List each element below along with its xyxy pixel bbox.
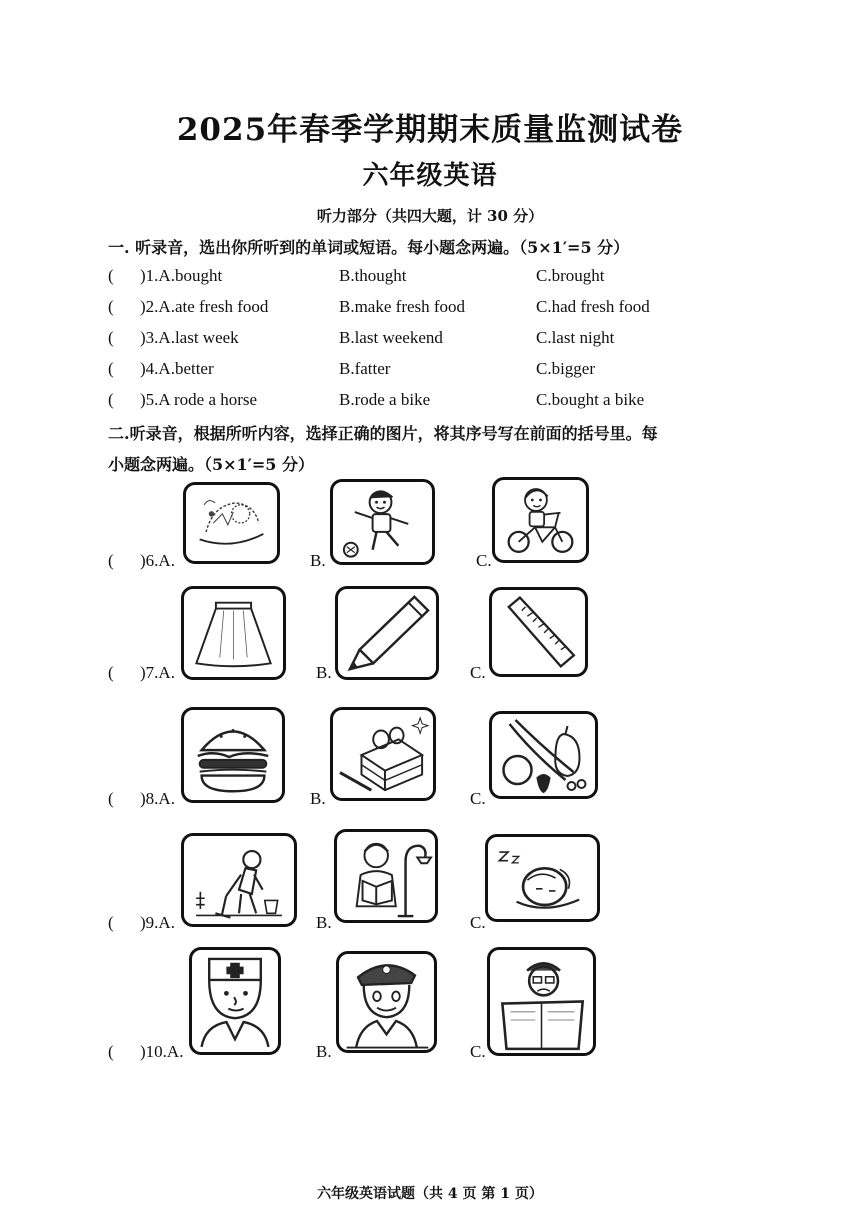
option-c-label: C.	[470, 789, 486, 808]
option-b: B.make fresh food	[339, 297, 466, 316]
option-c-label: C.	[470, 913, 486, 932]
answer-paren[interactable]: (	[108, 1042, 114, 1061]
answer-paren[interactable]: (	[108, 913, 114, 932]
option-a-label: )8.A.	[140, 789, 175, 808]
option-c: C.brought	[536, 266, 605, 285]
boy-sleeping-icon[interactable]	[485, 834, 600, 922]
answer-paren[interactable]: (	[108, 297, 114, 316]
exam-subtitle: 六年级英语	[362, 161, 498, 191]
answer-paren[interactable]: (	[108, 789, 114, 808]
option-c: C.last night	[536, 328, 615, 347]
option-a-label: )10.A.	[140, 1042, 184, 1061]
option-b-label: B.	[316, 1042, 332, 1061]
listening-section-note: 听力部分（共四大题，计 30 分）	[316, 207, 544, 225]
option-a: )2.A.ate fresh food	[140, 297, 269, 316]
page-footer: 六年级英语试题（共 4 页 第 1 页）	[317, 1186, 543, 1202]
cake-icon[interactable]	[330, 707, 436, 801]
doctor-icon[interactable]	[189, 947, 281, 1055]
option-a-label: )6.A.	[140, 551, 175, 570]
boy-reading-book-icon[interactable]	[334, 829, 438, 923]
boy-riding-bike-icon[interactable]	[492, 477, 589, 563]
answer-paren[interactable]: (	[108, 551, 114, 570]
man-reading-newspaper-icon[interactable]	[487, 947, 596, 1056]
part2-heading-line1: 二.听录音，根据所听内容，选择正确的图片，将其序号写在前面的括号里。每	[108, 424, 658, 443]
answer-paren[interactable]: (	[108, 663, 114, 682]
option-b-label: B.	[316, 913, 332, 932]
option-a-label: )9.A.	[140, 913, 175, 932]
option-c-label: C.	[470, 663, 486, 682]
option-c: C.had fresh food	[536, 297, 650, 316]
answer-paren[interactable]: (	[108, 359, 114, 378]
option-b: B.last weekend	[339, 328, 443, 347]
option-a-label: )7.A.	[140, 663, 175, 682]
option-c-label: C.	[470, 1042, 486, 1061]
answer-paren[interactable]: (	[108, 266, 114, 285]
fruit-icon[interactable]	[489, 711, 598, 799]
exam-title: 2025年春季学期期末质量监测试卷	[176, 112, 684, 148]
skirt-icon[interactable]	[181, 586, 286, 680]
part2-heading-line2: 小题念两遍。（5×1′=5 分）	[108, 455, 315, 474]
option-c: C.bigger	[536, 359, 596, 378]
option-c: C.bought a bike	[536, 390, 645, 409]
pencil-icon[interactable]	[335, 586, 439, 680]
option-a: )3.A.last week	[140, 328, 239, 347]
option-b-label: B.	[316, 663, 332, 682]
option-a: )4.A.better	[140, 359, 214, 378]
option-a: )1.A.bought	[140, 266, 223, 285]
boy-sweeping-floor-icon[interactable]	[181, 833, 297, 927]
boy-playing-football-icon[interactable]	[330, 479, 435, 565]
option-b-label: B.	[310, 789, 326, 808]
option-b: B.thought	[339, 266, 407, 285]
option-c-label: C.	[476, 551, 492, 570]
part1-heading: 一. 听录音，选出你所听到的单词或短语。每小题念两遍。（5×1′=5 分）	[108, 238, 630, 257]
answer-paren[interactable]: (	[108, 390, 114, 409]
answer-paren[interactable]: (	[108, 328, 114, 347]
option-b: B.fatter	[339, 359, 391, 378]
hamburger-icon[interactable]	[181, 707, 285, 803]
option-b-label: B.	[310, 551, 326, 570]
option-b: B.rode a bike	[339, 390, 431, 409]
ruler-icon[interactable]	[489, 587, 588, 677]
police-officer-icon[interactable]	[336, 951, 437, 1053]
option-a: )5.A rode a horse	[140, 390, 258, 409]
dragon-boat-icon[interactable]	[183, 482, 280, 564]
